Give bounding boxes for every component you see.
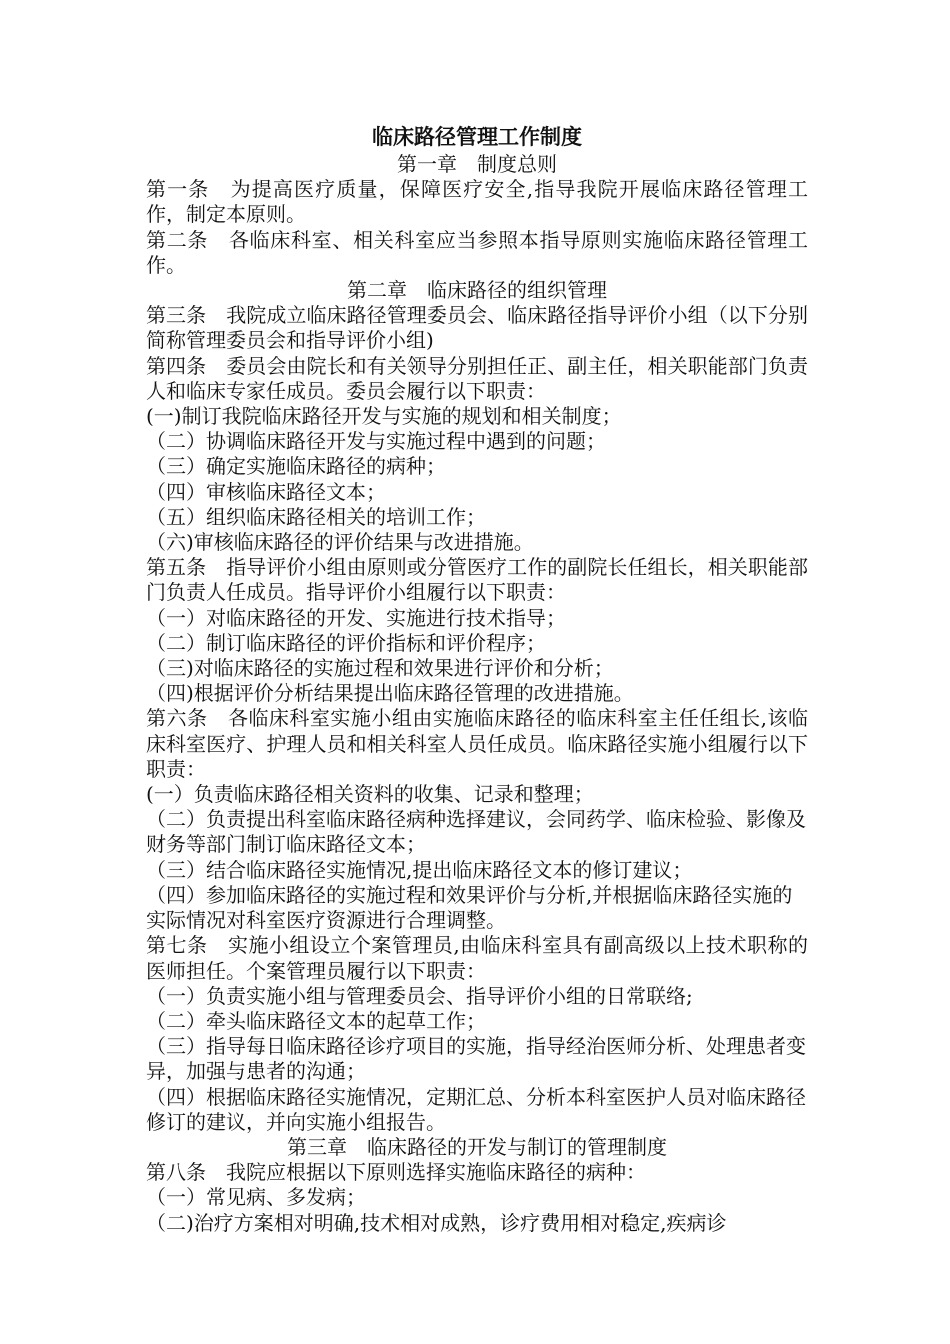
list-item: （二）牵头临床路径文本的起草工作； [146, 1008, 486, 1033]
article-paragraph: 第八条 我院应根据以下原则选择实施临床路径的病种： [146, 1160, 646, 1185]
list-item: （二）协调临床路径开发与实施过程中遇到的问题； [146, 429, 606, 454]
list-item: （二)治疗方案相对明确,技术相对成熟，诊疗费用相对稳定,疾病诊 [146, 1210, 727, 1235]
list-item: （四）审核临床路径文本； [146, 479, 386, 504]
list-item: （六)审核临床路径的评价结果与改进措施。 [146, 530, 534, 555]
list-item: （一）常见病、多发病； [146, 1185, 366, 1210]
list-item: （四）根据临床路径实施情况，定期汇总、分析本科室医护人员对临床路径修订的建议，并向实施小组报告。 [146, 1084, 806, 1134]
list-item: （二）制订临床路径的评价指标和评价程序； [146, 630, 546, 655]
article-paragraph: 第七条 实施小组设立个案管理员,由临床科室具有副高级以上技术职称的医师担任。个案管理员履行以下职责： [146, 933, 808, 983]
chapter-heading: 第三章 临床路径的开发与制订的管理制度 [287, 1134, 667, 1159]
list-item: （三）结合临床路径实施情况,提出临床路径文本的修订建议； [146, 857, 693, 882]
list-item: （二）负责提出科室临床路径病种选择建议，会同药学、临床检验、影像及财务等部门制订临床路径文本； [146, 807, 806, 857]
article-paragraph: 第五条 指导评价小组由原则或分管医疗工作的副院长任组长，相关职能部门负责人任成员。指导评价小组履行以下职责： [146, 555, 808, 605]
list-item: （四)根据评价分析结果提出临床路径管理的改进措施。 [146, 681, 634, 706]
list-item: (一)制订我院临床路径开发与实施的规划和相关制度； [146, 404, 622, 429]
list-item: （一）负责实施小组与管理委员会、指导评价小组的日常联络; [146, 983, 693, 1008]
article-paragraph: 第一条 为提高医疗质量，保障医疗安全,指导我院开展临床路径管理工作，制定本原则。 [146, 177, 808, 227]
article-paragraph: 第四条 委员会由院长和有关领导分别担任正、副主任，相关职能部门负责人和临床专家任成员。委员会履行以下职责： [146, 353, 808, 403]
list-item: （一）对临床路径的开发、实施进行技术指导； [146, 605, 566, 630]
list-item: （三）指导每日临床路径诊疗项目的实施，指导经治医师分析、处理患者变异，加强与患者的沟通； [146, 1034, 806, 1084]
article-paragraph: 第六条 各临床科室实施小组由实施临床路径的临床科室主任任组长,该临床科室医疗、护理人员和相关科室人员任成员。临床路径实施小组履行以下职责： [146, 706, 808, 781]
list-item: （四）参加临床路径的实施过程和效果评价与分析,并根据临床路径实施的实际情况对科室医疗资源进行合理调整。 [146, 882, 793, 933]
article-paragraph: 第三条 我院成立临床路径管理委员会、临床路径指导评价小组（以下分别简称管理委员会和指导评价小组) [146, 303, 808, 353]
list-item: (一）负责临床路径相关资料的收集、记录和整理； [146, 782, 594, 807]
article-paragraph: 第二条 各临床科室、相关科室应当参照本指导原则实施临床路径管理工作。 [146, 227, 808, 277]
list-item: （三)对临床路径的实施过程和效果进行评价和分析； [146, 656, 614, 681]
document-page [146, 122, 808, 1236]
chapter-heading: 第二章 临床路径的组织管理 [347, 278, 607, 303]
chapter-heading: 第一章 制度总则 [397, 152, 557, 176]
list-item: （三）确定实施临床路径的病种； [146, 454, 446, 479]
list-item: （五）组织临床路径相关的培训工作； [146, 504, 486, 529]
document-title: 临床路径管理工作制度 [372, 124, 582, 149]
